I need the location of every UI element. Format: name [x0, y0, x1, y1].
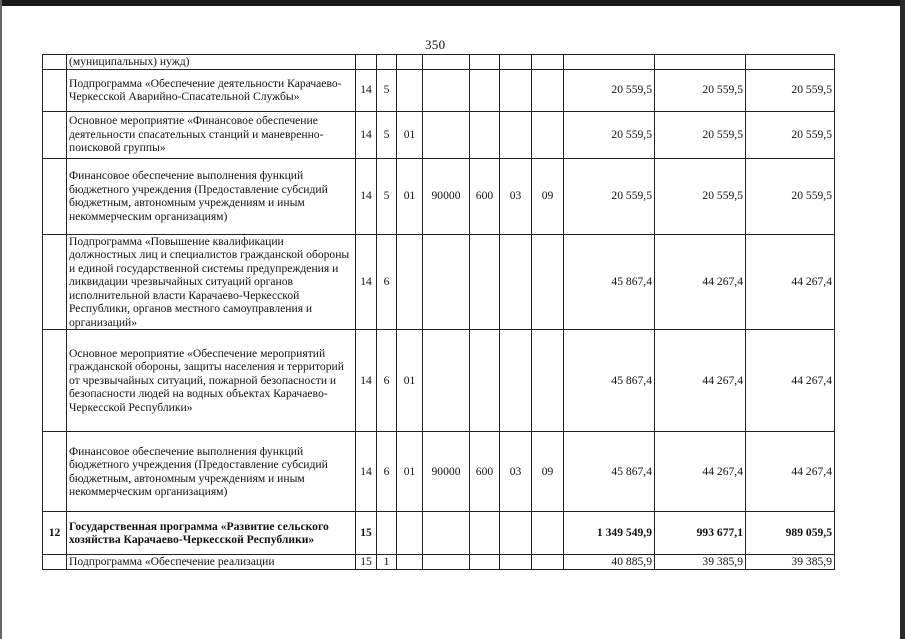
row-number-cell	[43, 55, 67, 70]
code-cell-7	[532, 111, 564, 158]
code-cell-2: 1	[377, 555, 397, 570]
code-cell-6: 03	[500, 432, 532, 512]
table-row	[43, 234, 835, 330]
scan-top-edge	[0, 0, 905, 6]
code-cell-3	[397, 69, 423, 111]
amount-year-1-cell: 45 867,4	[564, 234, 655, 330]
code-cell-5	[470, 234, 500, 330]
code-cell-2: 5	[377, 111, 397, 158]
amount-year-2-cell: 44 267,4	[655, 234, 746, 330]
item-name-cell: Финансовое обеспечение выполнения функций бюджетного учреждения (Предоставление субсидий бюджетным, автономным учреждениям и иным некоммерческим организациям)	[67, 432, 356, 512]
row-number-cell	[43, 330, 67, 432]
amount-year-1-cell: 20 559,5	[564, 111, 655, 158]
code-cell-2	[377, 512, 397, 555]
code-cell-4	[423, 512, 470, 555]
code-cell-1: 14	[356, 158, 377, 234]
code-cell-4: 90000	[423, 158, 470, 234]
row-number-cell	[43, 111, 67, 158]
code-cell-6: 03	[500, 158, 532, 234]
code-cell-4	[423, 555, 470, 570]
code-cell-3: 01	[397, 111, 423, 158]
amount-year-2-cell: 39 385,9	[655, 555, 746, 570]
code-cell-5	[470, 69, 500, 111]
budget-table	[42, 54, 835, 570]
table-row	[43, 158, 835, 234]
code-cell-3: 01	[397, 330, 423, 432]
code-cell-3: 01	[397, 432, 423, 512]
table-row	[43, 512, 835, 555]
code-cell-1: 15	[356, 555, 377, 570]
code-cell-2: 5	[377, 158, 397, 234]
code-cell-6	[500, 234, 532, 330]
table-row	[43, 55, 835, 70]
code-cell-2: 6	[377, 432, 397, 512]
code-cell-5: 600	[470, 432, 500, 512]
amount-year-3-cell: 44 267,4	[746, 234, 835, 330]
amount-year-1-cell: 20 559,5	[564, 69, 655, 111]
code-cell-2: 6	[377, 330, 397, 432]
code-cell-3	[397, 512, 423, 555]
code-cell-6	[500, 555, 532, 570]
scan-left-edge	[0, 0, 2, 639]
amount-year-2-cell: 993 677,1	[655, 512, 746, 555]
code-cell-6	[500, 330, 532, 432]
row-number-cell	[43, 234, 67, 330]
code-cell-7	[532, 69, 564, 111]
code-cell-7	[532, 234, 564, 330]
item-name-cell: Финансовое обеспечение выполнения функций бюджетного учреждения (Предоставление субсидий бюджетным, автономным учреждениям и иным некоммерческим организациям)	[67, 158, 356, 234]
code-cell-5: 600	[470, 158, 500, 234]
code-cell-1: 14	[356, 330, 377, 432]
code-cell-5	[470, 111, 500, 158]
code-cell-1: 14	[356, 432, 377, 512]
code-cell-2	[377, 55, 397, 70]
code-cell-1: 15	[356, 512, 377, 555]
table-row	[43, 555, 835, 570]
code-cell-7	[532, 555, 564, 570]
code-cell-5	[470, 55, 500, 70]
amount-year-2-cell: 44 267,4	[655, 330, 746, 432]
amount-year-1-cell: 40 885,9	[564, 555, 655, 570]
amount-year-2-cell: 20 559,5	[655, 158, 746, 234]
code-cell-5	[470, 555, 500, 570]
code-cell-2: 6	[377, 234, 397, 330]
code-cell-4	[423, 111, 470, 158]
code-cell-3	[397, 555, 423, 570]
amount-year-3-cell: 44 267,4	[746, 330, 835, 432]
amount-year-3-cell	[746, 55, 835, 70]
row-number-cell: 12	[43, 512, 67, 555]
item-name-cell: Основное мероприятие «Финансовое обеспечение деятельности спасательных станций и маневренно-поисковой группы»	[67, 111, 356, 158]
amount-year-2-cell: 20 559,5	[655, 69, 746, 111]
code-cell-7	[532, 55, 564, 70]
code-cell-6	[500, 512, 532, 555]
code-cell-4: 90000	[423, 432, 470, 512]
code-cell-1	[356, 55, 377, 70]
row-number-cell	[43, 158, 67, 234]
amount-year-2-cell	[655, 55, 746, 70]
code-cell-3	[397, 234, 423, 330]
item-name-cell: Государственная программа «Развитие сельского хозяйства Карачаево-Черкесской Республики»	[67, 512, 356, 555]
code-cell-5	[470, 330, 500, 432]
table-row	[43, 69, 835, 111]
code-cell-1: 14	[356, 69, 377, 111]
amount-year-3-cell: 989 059,5	[746, 512, 835, 555]
amount-year-2-cell: 44 267,4	[655, 432, 746, 512]
code-cell-6	[500, 55, 532, 70]
code-cell-1: 14	[356, 111, 377, 158]
code-cell-5	[470, 512, 500, 555]
amount-year-1-cell: 1 349 549,9	[564, 512, 655, 555]
page-number: 350	[425, 37, 446, 52]
item-name-cell: (муниципальных) нужд)	[67, 55, 356, 70]
item-name-cell: Основное мероприятие «Обеспечение мероприятий гражданской обороны, защиты населения и территорий от чрезвычайных ситуаций, пожарной безопасности и безопасности людей на водных объектах Карачаево-Черкесской Республики»	[67, 330, 356, 432]
code-cell-3: 01	[397, 158, 423, 234]
code-cell-1: 14	[356, 234, 377, 330]
code-cell-6	[500, 111, 532, 158]
code-cell-4	[423, 330, 470, 432]
row-number-cell	[43, 69, 67, 111]
code-cell-7	[532, 330, 564, 432]
amount-year-3-cell: 20 559,5	[746, 158, 835, 234]
amount-year-1-cell: 20 559,5	[564, 158, 655, 234]
item-name-cell: Подпрограмма «Обеспечение деятельности Карачаево-Черкесской Аварийно-Спасательной Службы»	[67, 69, 356, 111]
row-number-cell	[43, 555, 67, 570]
scan-right-edge	[900, 0, 905, 639]
table-row	[43, 330, 835, 432]
amount-year-3-cell: 39 385,9	[746, 555, 835, 570]
table-row	[43, 432, 835, 512]
code-cell-4	[423, 55, 470, 70]
code-cell-4	[423, 69, 470, 111]
item-name-cell: Подпрограмма «Повышение квалификации должностных лиц и специалистов гражданской обороны и единой государственной системы предупреждения и ликвидации чрезвычайных ситуаций органов исполнительной власти Карачаево-Черкесской Республики, органов местного самоуправления и организаций»	[67, 234, 356, 330]
amount-year-3-cell: 44 267,4	[746, 432, 835, 512]
code-cell-7: 09	[532, 432, 564, 512]
code-cell-2: 5	[377, 69, 397, 111]
code-cell-6	[500, 69, 532, 111]
amount-year-1-cell: 45 867,4	[564, 330, 655, 432]
code-cell-7	[532, 512, 564, 555]
row-number-cell	[43, 432, 67, 512]
amount-year-2-cell: 20 559,5	[655, 111, 746, 158]
amount-year-1-cell: 45 867,4	[564, 432, 655, 512]
amount-year-3-cell: 20 559,5	[746, 69, 835, 111]
item-name-cell: Подпрограмма «Обеспечение реализации	[67, 555, 356, 570]
code-cell-4	[423, 234, 470, 330]
amount-year-3-cell: 20 559,5	[746, 111, 835, 158]
code-cell-7: 09	[532, 158, 564, 234]
code-cell-3	[397, 55, 423, 70]
table-row	[43, 111, 835, 158]
amount-year-1-cell	[564, 55, 655, 70]
